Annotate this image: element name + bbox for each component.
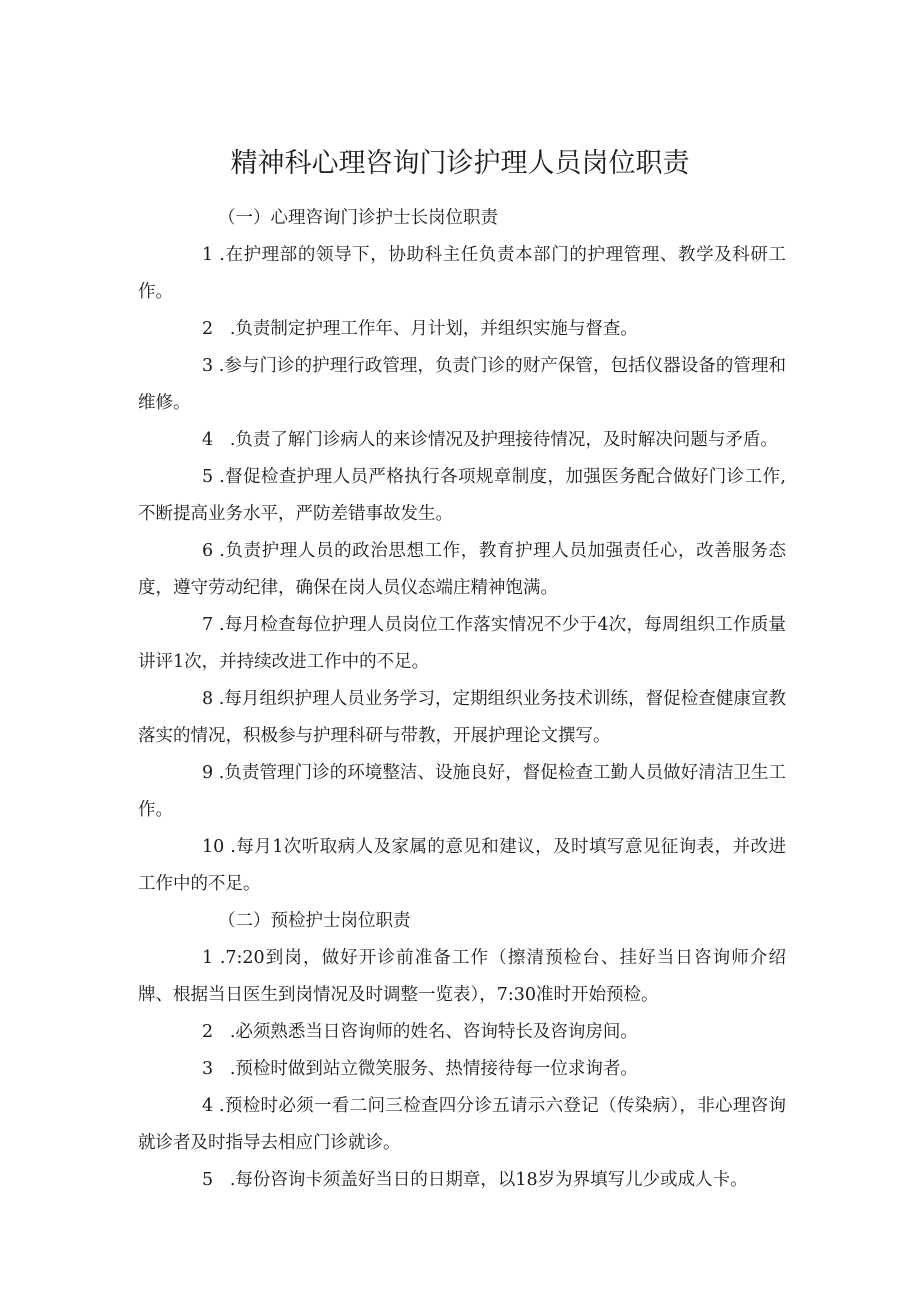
item-text: 每份咨询卡须盖好当日的日期章，以18岁为界填写儿少或成人卡。 (235, 1170, 748, 1190)
duty-item: 7 .每月检查每位护理人员岗位工作落实情况不少于4次，每周组织工作质量讲评1次，并持续改进工作中的不足。 (138, 607, 786, 681)
item-text: 预检时必须一看二问三检查四分诊五请示六登记（传染病），非心理咨询就诊者及时指导去相应门诊就诊。 (138, 1096, 786, 1153)
duty-item: 4 .负责了解门诊病人的来诊情况及护理接待情况，及时解决问题与矛盾。 (138, 422, 786, 459)
item-number: 5 (202, 467, 214, 487)
item-number: 5 (202, 1170, 214, 1190)
item-text: 每月1次听取病人及家属的意见和建议，及时填写意见征询表，并改进工作中的不足。 (138, 837, 786, 894)
duty-item: 1 .7:20到岗，做好开诊前准备工作（擦清预检台、挂好当日咨询师介绍牌、根据当日医生到岗情况及时调整一览表），7:30准时开始预检。 (138, 940, 786, 1014)
duty-item: 3 .参与门诊的护理行政管理，负责门诊的财产保管，包括仪器设备的管理和维修。 (138, 348, 786, 422)
section-heading: （二）预检护士岗位职责 (218, 911, 411, 931)
item-text: 在护理部的领导下，协助科主任负责本部门的护理管理、教学及科研工作。 (138, 245, 786, 302)
item-text: 参与门诊的护理行政管理，负责门诊的财产保管，包括仪器设备的管理和维修。 (138, 356, 786, 413)
item-number: 9 (202, 763, 214, 783)
duty-item: 9 .负责管理门诊的环境整洁、设施良好，督促检查工勤人员做好清洁卫生工作。 (138, 755, 786, 829)
item-number: 2 (202, 319, 214, 339)
item-text: 每月组织护理人员业务学习，定期组织业务技术训练，督促检查健康宣教落实的情况，积极参与护理科研与带教，开展护理论文撰写。 (138, 689, 786, 746)
duty-item: 8 .每月组织护理人员业务学习，定期组织业务技术训练，督促检查健康宣教落实的情况，积极参与护理科研与带教，开展护理论文撰写。 (138, 681, 786, 755)
item-number: 2 (202, 1022, 214, 1042)
duty-item: 3 .预检时做到站立微笑服务、热情接待每一位求询者。 (138, 1051, 786, 1088)
item-text: 督促检查护理人员严格执行各项规章制度，加强医务配合做好门诊工作,不断提高业务水平，严防差错事故发生。 (138, 467, 786, 524)
document-title: 精神科心理咨询门诊护理人员岗位职责 (230, 148, 690, 179)
item-number: 4 (202, 1096, 214, 1116)
duty-item: 2 .负责制定护理工作年、月计划，并组织实施与督查。 (138, 311, 786, 348)
duty-item: 5 .每份咨询卡须盖好当日的日期章，以18岁为界填写儿少或成人卡。 (138, 1162, 786, 1199)
duty-item: 1 .在护理部的领导下，协助科主任负责本部门的护理管理、教学及科研工作。 (138, 237, 786, 311)
item-number: 3 (202, 356, 214, 376)
item-number: 7 (202, 615, 214, 635)
item-number: 8 (202, 689, 214, 709)
duty-item: 5 .督促检查护理人员严格执行各项规章制度，加强医务配合做好门诊工作,不断提高业务水平，严防差错事故发生。 (138, 459, 786, 533)
item-number: 3 (202, 1059, 214, 1079)
duty-item: 10 .每月1次听取病人及家属的意见和建议，及时填写意见征询表，并改进工作中的不足。 (138, 829, 786, 903)
item-text: 预检时做到站立微笑服务、热情接待每一位求询者。 (235, 1059, 638, 1079)
duty-item: 6 .负责护理人员的政治思想工作，教育护理人员加强责任心，改善服务态度，遵守劳动纪律，确保在岗人员仪态端庄精神饱满。 (138, 533, 786, 607)
item-number: 1 (202, 245, 214, 265)
item-number: 10 (202, 837, 225, 857)
item-text: 负责护理人员的政治思想工作，教育护理人员加强责任心，改善服务态度，遵守劳动纪律，确保在岗人员仪态端庄精神饱满。 (138, 541, 786, 598)
section-heading: （一）心理咨询门诊护士长岗位职责 (218, 208, 498, 228)
document-body (138, 200, 786, 1199)
duty-item: 2 .必须熟悉当日咨询师的姓名、咨询特长及咨询房间。 (138, 1014, 786, 1051)
duty-item: 4 .预检时必须一看二问三检查四分诊五请示六登记（传染病），非心理咨询就诊者及时指导去相应门诊就诊。 (138, 1088, 786, 1162)
item-text: 必须熟悉当日咨询师的姓名、咨询特长及咨询房间。 (235, 1022, 638, 1042)
item-number: 6 (202, 541, 214, 561)
item-text: 7:20到岗，做好开诊前准备工作（擦清预检台、挂好当日咨询师介绍牌、根据当日医生到岗情况及时调整一览表），7:30准时开始预检。 (138, 948, 786, 1005)
item-text: 每月检查每位护理人员岗位工作落实情况不少于4次，每周组织工作质量讲评1次，并持续改进工作中的不足。 (138, 615, 786, 672)
item-number: 4 (202, 430, 214, 450)
item-text: 负责管理门诊的环境整洁、设施良好，督促检查工勤人员做好清洁卫生工作。 (138, 763, 786, 820)
item-number: 1 (202, 948, 214, 968)
item-text: 负责制定护理工作年、月计划，并组织实施与督查。 (235, 319, 638, 339)
item-text: 负责了解门诊病人的来诊情况及护理接待情况，及时解决问题与矛盾。 (235, 430, 778, 450)
